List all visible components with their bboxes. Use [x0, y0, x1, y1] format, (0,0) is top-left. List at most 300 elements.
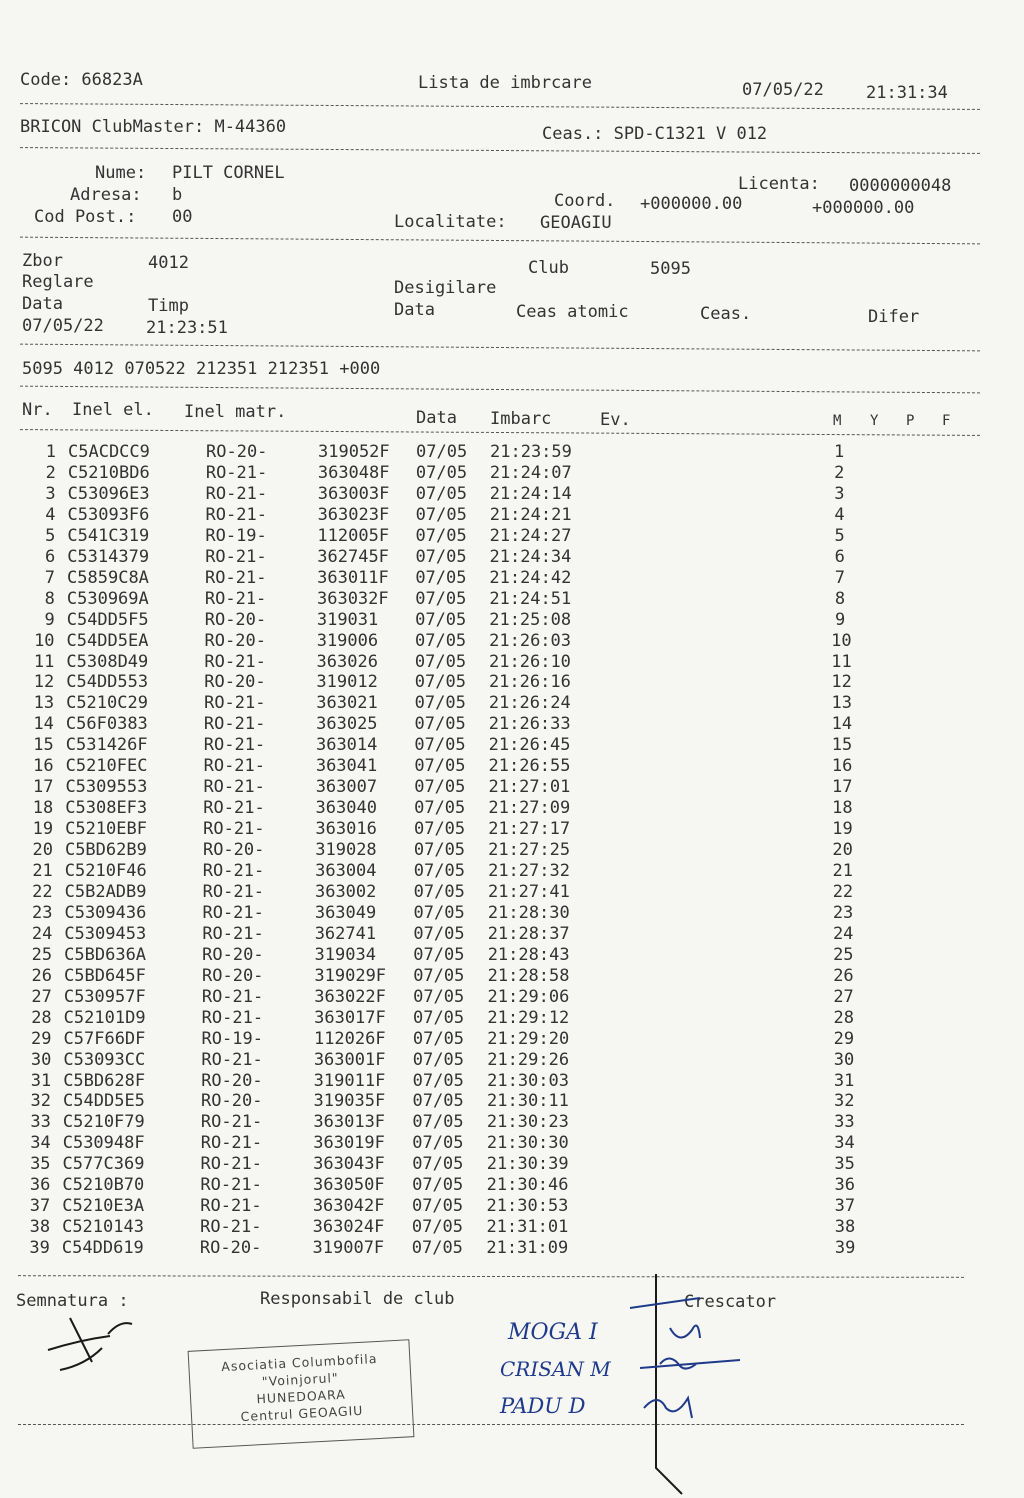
club-label: Club	[528, 258, 569, 278]
device-model: BRICON ClubMaster: M-44360	[20, 117, 287, 137]
row-nr: 20	[32, 840, 53, 861]
row-m: 14	[831, 714, 853, 735]
desigilare-data-label: Data	[394, 300, 435, 320]
table-row	[0, 589, 1024, 610]
row-time: 21:27:09	[488, 798, 571, 819]
table-row	[0, 505, 1024, 526]
row-date: 07/05	[415, 504, 467, 525]
row-prefix: RO-21-	[200, 1196, 262, 1217]
row-nr: 39	[29, 1238, 50, 1259]
ceas-label: Ceas.	[700, 304, 752, 324]
table-row	[0, 484, 1024, 505]
row-inel-el: C5210F79	[62, 1112, 145, 1133]
row-m: 38	[834, 1217, 856, 1238]
row-date: 07/05	[413, 902, 465, 923]
row-inel-matr: 362745F	[317, 546, 389, 567]
row-nr: 24	[31, 923, 53, 944]
row-inel-matr: 319006	[316, 630, 379, 651]
row-time: 21:29:06	[487, 986, 570, 1007]
divider	[18, 1275, 964, 1278]
row-time: 21:30:03	[487, 1070, 569, 1091]
row-m: 11	[831, 651, 852, 672]
row-date: 07/05	[413, 944, 465, 965]
row-inel-matr: 363013F	[313, 1112, 386, 1133]
difer-label: Difer	[868, 307, 920, 327]
row-date: 07/05	[412, 1049, 464, 1070]
row-time: 21:31:01	[486, 1217, 569, 1238]
row-time: 21:28:58	[487, 965, 570, 986]
row-prefix: RO-21-	[204, 651, 266, 672]
row-nr: 17	[32, 777, 54, 798]
row-m: 17	[832, 777, 853, 798]
row-time: 21:24:27	[489, 525, 572, 546]
row-date: 07/05	[414, 798, 466, 819]
row-inel-el: C5314379	[67, 546, 150, 567]
row-prefix: RO-21-	[200, 1154, 262, 1175]
row-inel-matr: 319029F	[314, 965, 387, 986]
row-date: 07/05	[415, 567, 467, 588]
table-row	[0, 1238, 1024, 1259]
row-prefix: RO-21-	[204, 693, 266, 714]
postcode-value: 00	[172, 207, 193, 227]
row-nr: 4	[45, 504, 56, 525]
row-prefix: RO-21-	[205, 462, 268, 483]
row-date: 07/05	[411, 1217, 464, 1238]
row-m: 26	[833, 965, 854, 986]
row-m: 34	[834, 1133, 855, 1154]
row-time: 21:24:14	[489, 483, 572, 504]
row-date: 07/05	[412, 1133, 464, 1154]
table-row	[0, 945, 1024, 966]
row-time: 21:23:59	[490, 442, 572, 462]
row-prefix: RO-21-	[203, 714, 266, 735]
row-m: 20	[832, 840, 853, 861]
table-row	[0, 463, 1024, 484]
row-prefix: RO-19-	[205, 525, 267, 546]
row-time: 21:26:33	[488, 714, 571, 735]
table-row	[0, 756, 1024, 777]
row-inel-matr: 363011F	[317, 567, 389, 588]
row-prefix: RO-21-	[205, 504, 267, 525]
row-inel-matr: 363017F	[314, 1007, 386, 1028]
row-inel-matr: 363040	[315, 798, 377, 819]
col-header-inel-matr: Inel matr.	[184, 402, 287, 422]
row-time: 21:30:39	[486, 1154, 569, 1175]
license-label: Licenta:	[738, 174, 820, 194]
col-header-y: Y	[870, 413, 879, 429]
table-row	[0, 1133, 1024, 1154]
license-value: 0000000048	[849, 176, 952, 196]
row-time: 21:24:51	[489, 588, 572, 609]
row-prefix: RO-21-	[202, 923, 264, 944]
table-row	[0, 1217, 1024, 1238]
row-inel-el: C5859C8A	[67, 567, 149, 588]
row-nr: 13	[33, 693, 55, 714]
row-date: 07/05	[414, 672, 466, 693]
row-prefix: RO-21-	[203, 798, 265, 819]
row-inel-el: C577C369	[62, 1154, 145, 1175]
row-time: 21:30:11	[487, 1091, 569, 1112]
row-inel-el: C54DD553	[66, 672, 149, 693]
row-inel-el: C5BD62B9	[64, 840, 147, 861]
row-nr: 5	[45, 525, 56, 546]
row-time: 21:26:16	[488, 672, 571, 693]
row-nr: 15	[33, 735, 54, 756]
row-time: 21:25:08	[489, 609, 572, 630]
col-header-data: Data	[416, 408, 457, 428]
col-header-m: M	[833, 413, 842, 429]
row-inel-el: C54DD5E5	[63, 1091, 145, 1112]
row-date: 07/05	[413, 840, 466, 861]
row-nr: 23	[31, 902, 53, 923]
table-row	[0, 777, 1024, 798]
row-time: 21:24:07	[489, 462, 572, 483]
row-date: 07/05	[412, 1112, 464, 1133]
row-prefix: RO-21-	[202, 861, 265, 881]
row-inel-el: C54DD619	[61, 1238, 144, 1259]
row-inel-matr: 363032F	[316, 588, 389, 609]
row-inel-el: C52101D9	[63, 1007, 146, 1028]
row-inel-matr: 363048F	[317, 462, 390, 483]
row-time: 21:26:24	[488, 693, 571, 714]
row-date: 07/05	[415, 483, 467, 504]
row-nr: 37	[29, 1196, 51, 1217]
row-inel-el: C5308EF3	[65, 798, 148, 819]
table-row	[0, 1029, 1024, 1050]
col-header-imbarc: Imbarc	[490, 409, 552, 429]
row-date: 07/05	[411, 1238, 463, 1259]
row-prefix: RO-21-	[202, 881, 265, 902]
row-inel-matr: 319012	[316, 672, 378, 693]
row-time: 21:29:20	[487, 1028, 570, 1049]
row-date: 07/05	[412, 1070, 464, 1091]
breeder-label: Crescator	[684, 1292, 777, 1312]
row-date: 07/05	[413, 881, 465, 902]
row-inel-el: C54DD5F5	[66, 609, 149, 630]
row-inel-matr: 363050F	[312, 1175, 385, 1196]
table-row	[0, 714, 1024, 735]
table-row	[0, 631, 1024, 652]
row-date: 07/05	[414, 735, 466, 756]
table-row	[0, 819, 1024, 840]
row-inel-el: C5210EBF	[65, 819, 147, 840]
row-m: 15	[831, 735, 853, 756]
table-row	[0, 1196, 1024, 1217]
row-nr: 38	[29, 1217, 51, 1238]
row-inel-matr: 363004	[315, 861, 377, 881]
row-prefix: RO-21-	[204, 588, 267, 609]
row-inel-matr: 363019F	[313, 1133, 385, 1154]
row-m: 7	[834, 567, 846, 588]
row-inel-el: C541C319	[67, 525, 150, 546]
row-prefix: RO-21-	[203, 756, 266, 777]
row-time: 21:28:37	[487, 923, 570, 944]
row-nr: 31	[30, 1070, 52, 1091]
divider	[20, 386, 980, 394]
row-inel-matr: 112026F	[313, 1028, 386, 1049]
row-nr: 30	[30, 1049, 52, 1070]
row-inel-matr: 112005F	[317, 525, 390, 546]
row-inel-matr: 363003F	[317, 483, 390, 504]
row-m: 30	[833, 1049, 855, 1070]
row-m: 39	[834, 1238, 856, 1259]
table-row	[0, 861, 1024, 882]
code-label: Code: 66823A	[20, 70, 143, 90]
row-prefix: RO-20-	[204, 672, 266, 693]
row-date: 07/05	[416, 442, 468, 462]
row-nr: 27	[31, 986, 52, 1007]
row-inel-el: C53096E3	[67, 483, 150, 504]
row-m: 28	[833, 1007, 854, 1028]
coord-label: Coord.	[554, 191, 616, 211]
row-nr: 36	[29, 1175, 51, 1196]
stamp-line-2: "Voinjorul"	[261, 1370, 339, 1390]
locality-label: Localitate:	[394, 212, 507, 232]
row-date: 07/05	[415, 588, 467, 609]
row-nr: 6	[44, 546, 56, 567]
row-nr: 26	[31, 965, 52, 986]
row-nr: 19	[32, 819, 54, 840]
row-date: 07/05	[414, 651, 467, 672]
row-date: 07/05	[413, 819, 466, 840]
row-nr: 28	[31, 1007, 52, 1028]
row-inel-matr: 363022F	[314, 986, 386, 1007]
row-time: 21:28:30	[487, 902, 570, 923]
reglare-time: 21:23:51	[146, 318, 228, 338]
table-row	[0, 442, 1024, 463]
row-inel-el: C5309553	[65, 777, 148, 798]
document-title: Lista de imbrcare	[418, 73, 592, 93]
row-prefix: RO-20-	[202, 840, 265, 861]
table-row	[0, 798, 1024, 819]
table-row	[0, 903, 1024, 924]
row-m: 31	[833, 1070, 855, 1091]
signature-scribble	[40, 1310, 150, 1380]
row-m: 33	[834, 1112, 855, 1133]
stamp-line-3: HUNEDOARA	[256, 1386, 347, 1407]
col-header-nr: Nr.	[22, 400, 53, 420]
row-inel-matr: 363026	[316, 651, 378, 672]
row-date: 07/05	[412, 1091, 464, 1112]
row-date: 07/05	[414, 630, 467, 651]
table-row	[0, 1154, 1024, 1175]
clock-model: Ceas.: SPD-C1321 V 012	[542, 124, 768, 144]
row-m: 32	[833, 1091, 855, 1112]
row-inel-matr: 363016	[315, 819, 377, 840]
row-prefix: RO-21-	[203, 819, 265, 840]
table-row	[0, 693, 1024, 714]
row-date: 07/05	[413, 986, 465, 1007]
row-nr: 14	[33, 714, 54, 735]
col-header-f: F	[942, 413, 951, 429]
row-m: 27	[833, 986, 854, 1007]
row-prefix: RO-21-	[203, 735, 266, 756]
row-time: 21:30:30	[486, 1133, 569, 1154]
reglare-timp-label: Timp	[148, 296, 189, 316]
club-stamp	[188, 1339, 415, 1448]
row-date: 07/05	[414, 714, 466, 735]
row-nr: 33	[30, 1112, 51, 1133]
stamp-line-1: Asociatia Columbofila	[220, 1350, 378, 1375]
row-prefix: RO-20-	[201, 1091, 263, 1112]
row-nr: 35	[30, 1154, 51, 1175]
row-time: 21:26:55	[488, 756, 571, 777]
row-inel-matr: 319011F	[313, 1070, 386, 1091]
postcode-label: Cod Post.:	[34, 207, 137, 227]
row-m: 37	[834, 1196, 856, 1217]
table-row	[0, 1112, 1024, 1133]
row-inel-el: C5210E3A	[62, 1196, 145, 1217]
row-date: 07/05	[414, 756, 466, 777]
owner-address-label: Adresa:	[70, 185, 142, 205]
row-prefix: RO-21-	[205, 483, 268, 504]
row-nr: 7	[44, 567, 56, 588]
row-inel-matr: 319007F	[312, 1238, 385, 1259]
row-time: 21:28:43	[487, 944, 570, 965]
row-time: 21:31:09	[486, 1238, 569, 1259]
row-inel-matr: 363024F	[312, 1217, 385, 1238]
row-prefix: RO-21-	[203, 777, 265, 798]
row-inel-el: C530957F	[63, 986, 146, 1007]
row-time: 21:30:53	[486, 1196, 569, 1217]
row-inel-matr: 319035F	[313, 1091, 386, 1112]
row-inel-el: C54DD5EA	[66, 630, 149, 651]
row-m: 5	[834, 525, 845, 546]
row-time: 21:26:45	[488, 735, 571, 756]
row-m: 2	[834, 462, 845, 483]
row-inel-el: C5210B70	[62, 1175, 145, 1196]
owner-address: b	[172, 185, 183, 205]
handwritten-name-2: CRISAN M	[500, 1357, 611, 1381]
row-date: 07/05	[415, 609, 467, 630]
row-time: 21:27:32	[488, 861, 570, 881]
row-time: 21:29:26	[487, 1049, 570, 1070]
row-prefix: RO-21-	[202, 902, 264, 923]
row-date: 07/05	[413, 965, 465, 986]
print-time: 21:31:34	[866, 83, 948, 103]
table-row	[0, 966, 1024, 987]
row-inel-matr: 363021	[316, 693, 378, 714]
row-inel-el: C5309436	[64, 902, 147, 923]
row-inel-matr: 363014	[315, 735, 378, 756]
row-time: 21:24:34	[489, 546, 572, 567]
print-date: 07/05/22	[742, 80, 824, 100]
table-row	[0, 526, 1024, 547]
row-m: 25	[833, 944, 854, 965]
row-m: 19	[832, 819, 853, 840]
row-inel-el: C5210F46	[64, 861, 147, 881]
row-inel-matr: 363001F	[313, 1049, 386, 1070]
col-header-ev: Ev.	[600, 410, 631, 430]
reglare-data-label: Data	[22, 294, 63, 314]
row-prefix: RO-20-	[201, 1070, 263, 1091]
row-inel-el: C56F0383	[65, 714, 148, 735]
row-m: 3	[834, 483, 845, 504]
row-inel-el: C5210FEC	[65, 756, 148, 777]
row-time: 21:27:41	[487, 881, 570, 902]
row-prefix: RO-20-	[206, 442, 268, 462]
row-prefix: RO-20-	[204, 630, 266, 651]
table-row	[0, 672, 1024, 693]
row-prefix: RO-21-	[201, 1007, 264, 1028]
row-m: 1	[834, 442, 845, 462]
row-prefix: RO-21-	[205, 567, 267, 588]
stamp-line-4: Centrul GEOAGIU	[240, 1402, 364, 1425]
row-m: 35	[834, 1154, 855, 1175]
club-responsible-label: Responsabil de club	[260, 1289, 455, 1309]
row-time: 21:30:23	[486, 1112, 569, 1133]
handwritten-name-1: MOGA I	[508, 1320, 598, 1345]
row-inel-el: C5BD636A	[64, 944, 147, 965]
row-m: 12	[831, 672, 852, 693]
row-inel-matr: 363025	[316, 714, 378, 735]
row-inel-el: C5210BD6	[67, 462, 150, 483]
row-m: 36	[834, 1175, 855, 1196]
row-inel-el: C5ACDCC9	[68, 442, 150, 462]
table-row	[0, 568, 1024, 589]
reglare-label: Reglare	[22, 272, 94, 292]
row-prefix: RO-21-	[201, 1049, 263, 1070]
row-date: 07/05	[414, 693, 466, 714]
row-inel-matr: 362741	[314, 923, 377, 944]
row-inel-matr: 319028	[315, 840, 377, 861]
coord-1: +000000.00	[640, 194, 743, 214]
divider	[20, 237, 980, 245]
row-inel-matr: 319052F	[318, 442, 390, 462]
table-row	[0, 1008, 1024, 1029]
flight-summary-line: 5095 4012 070522 212351 212351 +000	[22, 359, 381, 379]
table-row	[0, 924, 1024, 945]
table-row	[0, 610, 1024, 631]
row-time: 21:30:46	[486, 1175, 569, 1196]
divider	[18, 1424, 964, 1425]
table-row	[0, 652, 1024, 673]
row-m: 18	[832, 798, 853, 819]
row-date: 07/05	[411, 1196, 464, 1217]
row-nr: 10	[34, 630, 55, 651]
table-row	[0, 1175, 1024, 1196]
owner-name: PILT CORNEL	[172, 163, 285, 183]
row-prefix: RO-20-	[202, 965, 264, 986]
zbor-label: Zbor	[22, 251, 63, 271]
row-nr: 9	[44, 609, 55, 630]
row-inel-el: C53093CC	[63, 1049, 146, 1070]
row-time: 21:26:03	[489, 630, 572, 651]
row-inel-matr: 363043F	[313, 1154, 385, 1175]
row-m: 24	[832, 923, 854, 944]
row-inel-matr: 363002	[314, 881, 377, 902]
row-inel-matr: 363007	[315, 777, 378, 798]
row-inel-matr: 363023F	[317, 504, 390, 525]
row-inel-el: C5B2ADB9	[64, 881, 147, 902]
handwritten-signatures	[600, 1268, 760, 1498]
divider	[20, 103, 980, 110]
row-prefix: RO-21-	[200, 1112, 263, 1133]
table-row	[0, 1071, 1024, 1092]
table-row	[0, 1091, 1024, 1112]
row-prefix: RO-20-	[202, 944, 264, 965]
row-time: 21:27:17	[488, 819, 571, 840]
row-m: 6	[834, 546, 845, 567]
row-nr: 25	[31, 944, 53, 965]
signature-label: Semnatura :	[16, 1291, 129, 1311]
row-prefix: RO-20-	[199, 1238, 262, 1259]
row-time: 21:24:42	[489, 567, 572, 588]
locality-value: GEOAGIU	[540, 213, 612, 233]
row-nr: 22	[32, 881, 53, 902]
row-inel-el: C5BD645F	[64, 965, 146, 986]
row-m: 21	[832, 861, 854, 881]
